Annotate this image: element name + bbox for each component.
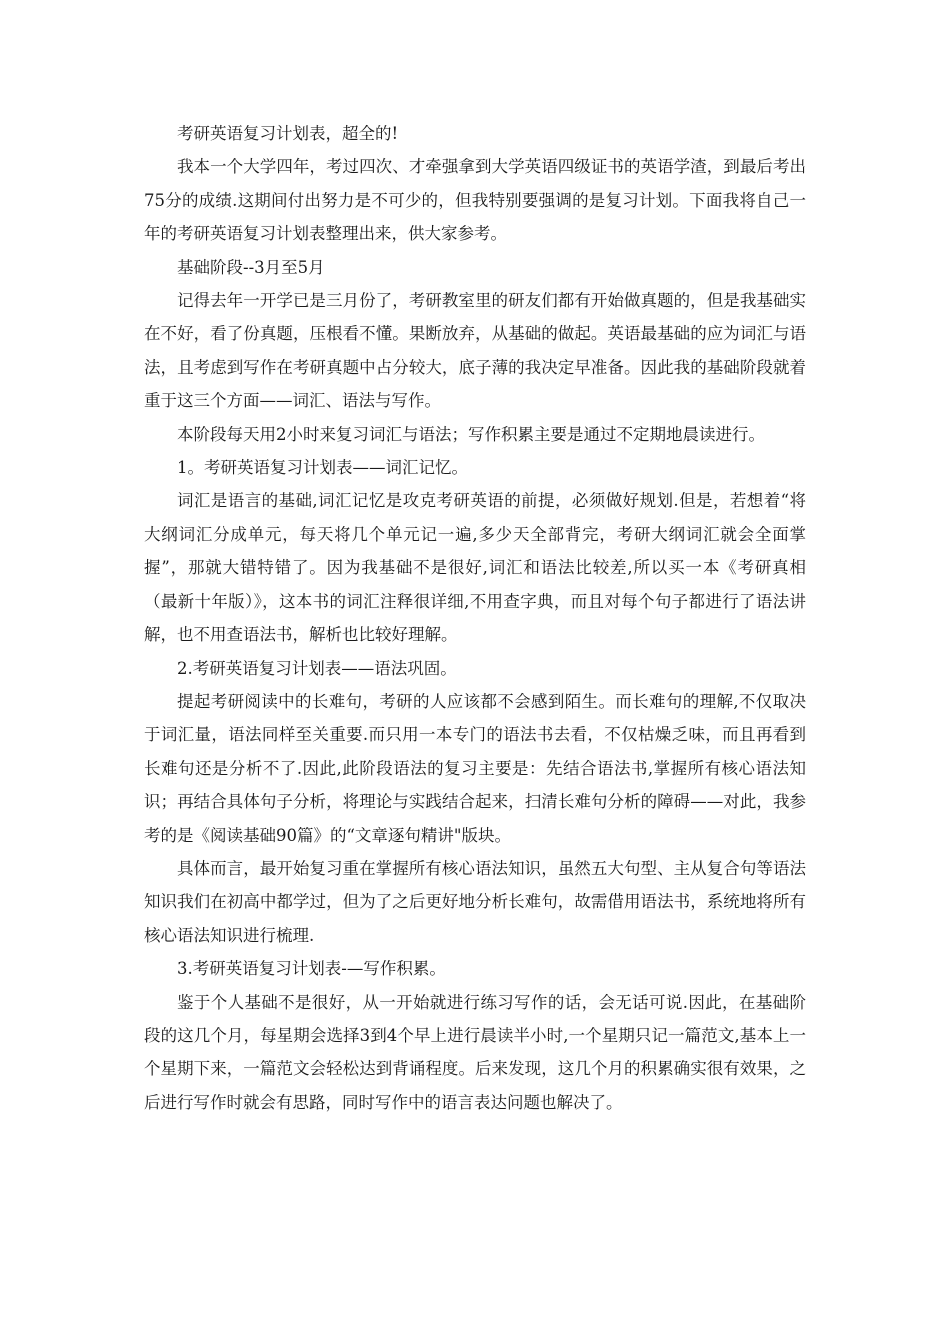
section-heading-foundation: 基础阶段--3月至5月 [177,257,325,277]
paragraph-writing: 鉴于个人基础不是很好，从一开始就进行练习写作的话，会无话可说.因此，在基础阶段的这几个月，每星期会选择3到4个早上进行晨读半小时,一个星期只记一篇范文,基本上一个星期下来，一篇范文会轻松达到背诵程度。后来发现，这几个月的积累确实很有效果，之后进行写作时就会有思路，同时写作中的语言表达问题也解决了。 [144,992,806,1112]
subheading-grammar: 2.考研英语复习计划表——语法巩固。 [177,658,457,678]
subheading-vocabulary: 1。考研英语复习计划表——词汇记忆。 [177,458,468,478]
paragraph-vocabulary: 词汇是语言的基础,词汇记忆是攻克考研英语的前提，必须做好规划.但是，若想着“将大纲词汇分成单元，每天将几个单元记一遍,多少天全部背完，考研大纲词汇就会全面掌握”，那就大错特错了。因为我基础不是很好,词汇和语法比较差,所以买一本《考研真相（最新十年版）》，这本书的词汇注释很详细,不用查字典，而且对每个句子都进行了语法讲解，也不用查语法书，解析也比较好理解。 [144,491,806,645]
paragraph-foundation: 记得去年一开学已是三月份了，考研教室里的研友们都有开始做真题的，但是我基础实在不好，看了份真题，压根看不懂。果断放弃，从基础的做起。英语最基础的应为词汇与语法，且考虑到写作在考研真题中占分较大，底子薄的我决定早准备。因此我的基础阶段就着重于这三个方面——词汇、语法与写作。 [144,291,806,411]
paragraph-grammar: 提起考研阅读中的长难句，考研的人应该都不会感到陌生。而长难句的理解,不仅取决于词汇量，语法同样至关重要.而只用一本专门的语法书去看，不仅枯燥乏味，而且再看到长难句还是分析不了.因此,此阶段语法的复习主要是：先结合语法书,掌握所有核心语法知识；再结合具体句子分析，将理论与实践结合起来，扫清长难句分析的障碍——对此，我参考的是《阅读基础90篇》的“文章逐句精讲"版块。 [144,691,806,845]
paragraph-intro: 我本一个大学四年，考过四次、才牵强拿到大学英语四级证书的英语学渣，到最后考出75分的成绩.这期间付出努力是不可少的，但我特别要强调的是复习计划。下面我将自己一年的考研英语复习计划表整理出来，供大家参考。 [144,157,806,244]
paragraph-daily-plan: 本阶段每天用2小时来复习词汇与语法；写作积累主要是通过不定期地晨读进行。 [177,424,765,444]
document-body [144,117,806,1119]
document-title: 考研英语复习计划表，超全的! [177,124,399,143]
paragraph-grammar-detail: 具体而言，最开始复习重在掌握所有核心语法知识，虽然五大句型、主从复合句等语法知识我们在初高中都学过，但为了之后更好地分析长难句，故需借用语法书，系统地将所有核心语法知识进行梳理. [144,858,806,945]
subheading-writing: 3.考研英语复习计划表-—写作积累。 [177,959,446,979]
